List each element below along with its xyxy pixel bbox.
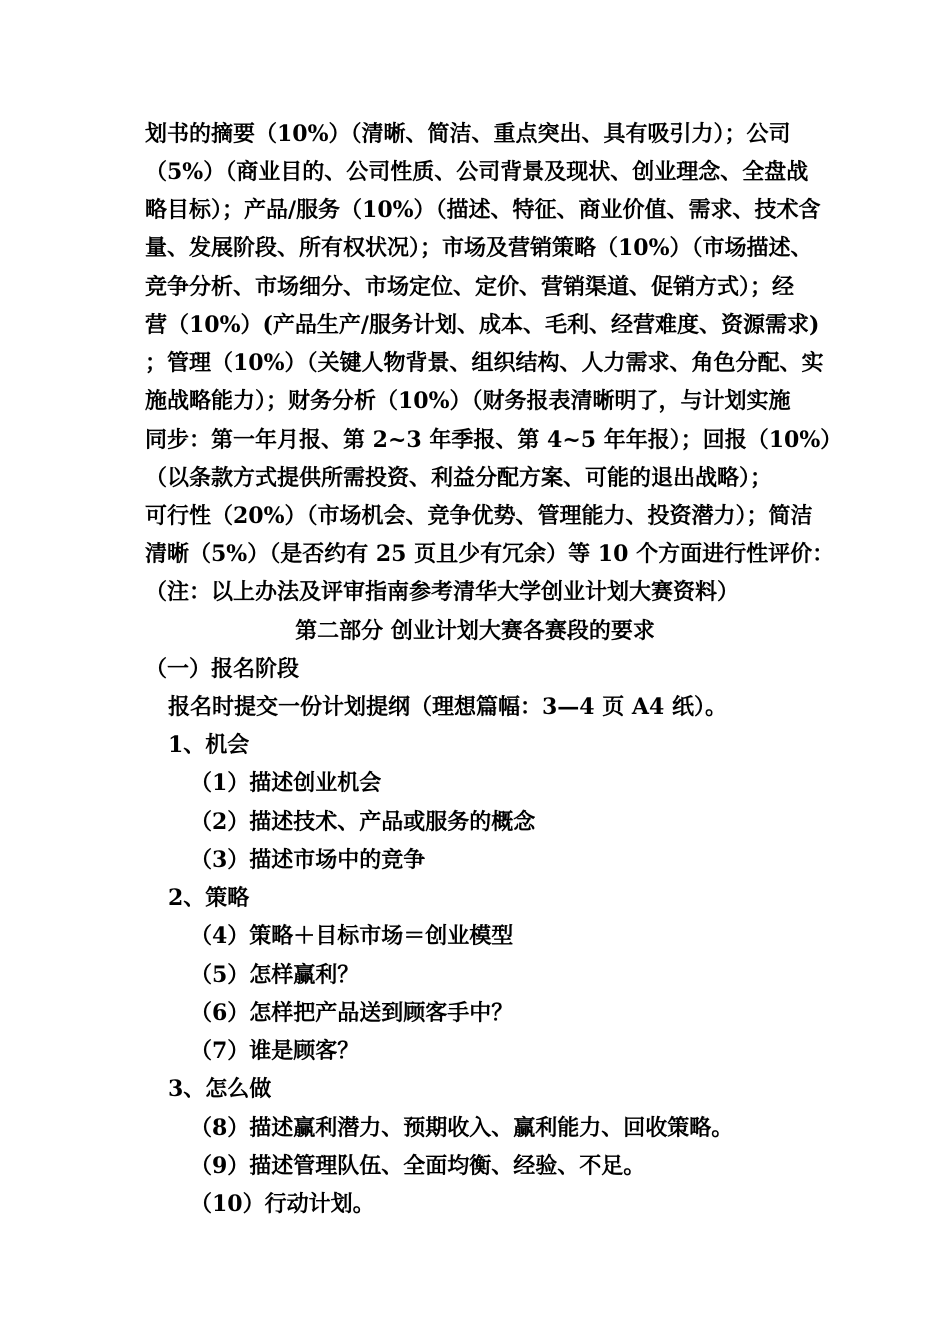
paragraph-line: （以条款方式提供所需投资、利益分配方案、可能的退出战略）； bbox=[145, 465, 773, 491]
paragraph-line: ；管理（10%）（关键人物背景、组织结构、人力需求、角色分配、实 bbox=[145, 350, 824, 376]
paragraph-line: 施战略能力）；财务分析（10%）（财务报表清晰明了，与计划实施 bbox=[145, 388, 791, 414]
group-heading-strategy: 2、策略 bbox=[168, 885, 250, 911]
paragraph-line: 可行性（20%）（市场机会、竞争优势、管理能力、投资潜力）；简洁 bbox=[145, 503, 813, 529]
list-item: （3）描述市场中的竞争 bbox=[190, 847, 426, 873]
paragraph-line: （5%）（商业目的、公司性质、公司背景及现状、创业理念、全盘战 bbox=[145, 159, 809, 185]
list-item: （2）描述技术、产品或服务的概念 bbox=[190, 809, 536, 835]
list-item: （9）描述管理队伍、全面均衡、经验、不足。 bbox=[190, 1153, 646, 1179]
paragraph-line: 清晰（5%）（是否约有 25 页且少有冗余）等 10 个方面进行性评价： bbox=[145, 541, 835, 567]
paragraph-line: 划书的摘要（10%）（清晰、简洁、重点突出、具有吸引力）；公司 bbox=[145, 121, 791, 147]
paragraph-line: 略目标）；产品/服务（10%）（描述、特征、商业价值、需求、技术含 bbox=[145, 197, 821, 223]
list-item: （7）谁是顾客？ bbox=[190, 1038, 360, 1064]
section-title: （一）报名阶段 bbox=[145, 656, 300, 682]
intro-text: 报名时提交一份计划提纲（理想篇幅：3—4 页 A4 纸）。 bbox=[168, 694, 727, 720]
paragraph-line: 量、发展阶段、所有权状况）；市场及营销策略（10%）（市场描述、 bbox=[145, 235, 813, 261]
list-item: （4）策略＋目标市场＝创业模型 bbox=[190, 923, 514, 949]
list-item: （5）怎样赢利？ bbox=[190, 962, 360, 988]
list-item: （8）描述赢利潜力、预期收入、赢利能力、回收策略。 bbox=[190, 1115, 734, 1141]
group-heading-opportunity: 1、机会 bbox=[168, 732, 250, 758]
note-line: （注：以上办法及评审指南参考清华大学创业计划大赛资料） bbox=[145, 579, 740, 605]
list-item: （6）怎样把产品送到顾客手中？ bbox=[190, 1000, 514, 1026]
paragraph-line: 竞争分析、市场细分、市场定位、定价、营销渠道、促销方式）；经 bbox=[145, 274, 795, 300]
list-item: （1）描述创业机会 bbox=[190, 770, 382, 796]
list-item: （10）行动计划。 bbox=[190, 1191, 375, 1217]
paragraph-line: 营（10%）(产品生产/服务计划、成本、毛利、经营难度、资源需求) bbox=[145, 312, 820, 338]
part-title: 第二部分 创业计划大赛各赛段的要求 bbox=[295, 618, 655, 644]
paragraph-line: 同步：第一年月报、第 2~3 年季报、第 4~5 年年报）；回报（10%） bbox=[145, 427, 843, 453]
group-heading-how-to: 3、怎么做 bbox=[168, 1076, 272, 1102]
